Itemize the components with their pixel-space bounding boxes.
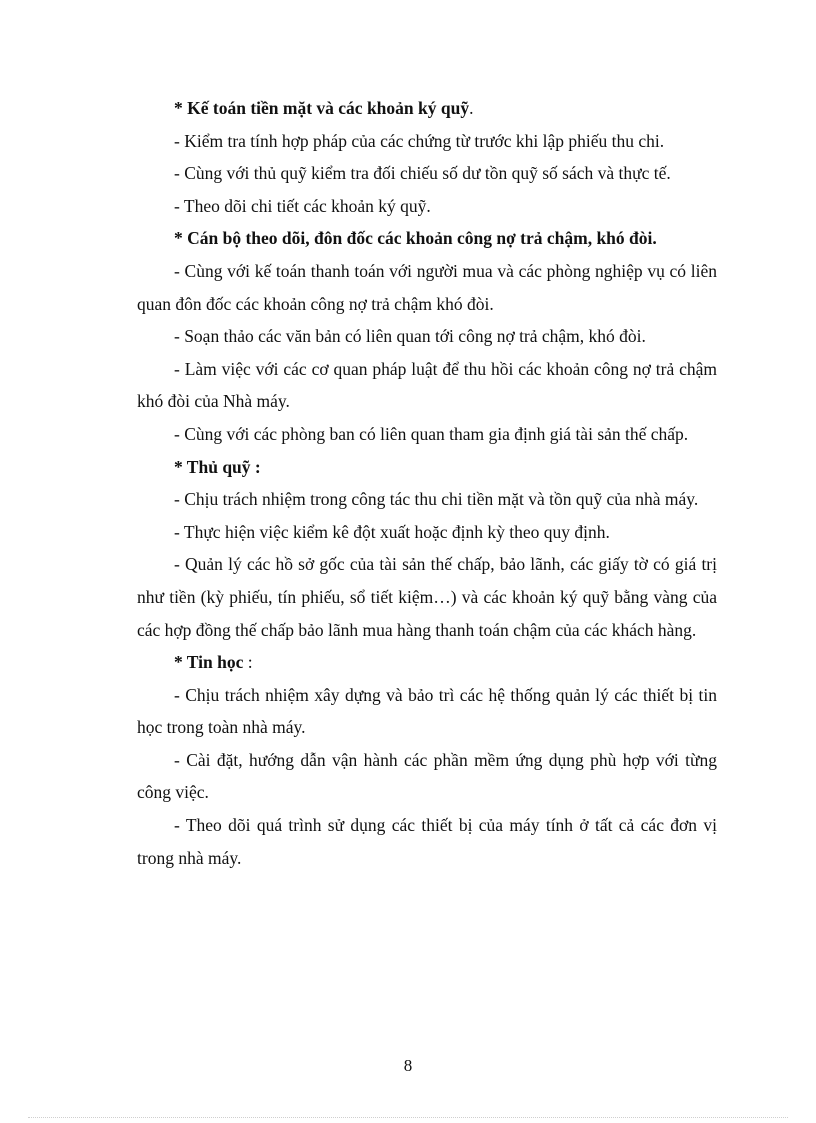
section-heading (137, 222, 717, 255)
paragraph: - Chịu trách nhiệm xây dựng và bảo trì các hệ thống quản lý các thiết bị tin học trong toàn nhà máy. (137, 684, 717, 738)
paragraph: - Chịu trách nhiệm trong công tác thu chi tiền mặt và tồn quỹ của nhà máy. (174, 489, 699, 510)
heading-text: * Thủ quỹ : (174, 456, 261, 477)
paragraph: - Theo dõi quá trình sử dụng các thiết bị của máy tính ở tất cả các đơn vị trong nhà máy. (137, 815, 717, 868)
paragraph: - Theo dõi chi tiết các khoản ký quỹ. (174, 195, 431, 216)
paragraph: - Cùng với kế toán thanh toán với người mua và các phòng nghiệp vụ có liên quan đôn đốc các khoản công nợ trả chậm khó đòi. (137, 260, 717, 314)
paragraph: - Làm việc với các cơ quan pháp luật để thu hồi các khoản công nợ trả chậm khó đòi của Nhà máy. (137, 358, 717, 412)
heading-suffix: . (469, 98, 474, 118)
paragraph: - Cùng với các phòng ban có liên quan tham gia định giá tài sản thế chấp. (174, 423, 689, 444)
heading-text: * Kế toán tiền mặt và các khoản ký quỹ (174, 98, 470, 118)
footer-divider (28, 1117, 788, 1118)
heading-suffix: : (243, 652, 253, 673)
paragraph: - Cài đặt, hướng dẫn vận hành các phần mềm ứng dụng phù hợp với từng công việc. (137, 749, 717, 803)
paragraph: - Soạn thảo các văn bản có liên quan tới công nợ trả chậm, khó đòi. (174, 326, 646, 347)
paragraph: - Thực hiện việc kiểm kê đột xuất hoặc định kỳ theo quy định. (174, 521, 610, 542)
paragraph: - Quản lý các hồ sở gốc của tài sản thế chấp, bảo lãnh, các giấy tờ có giá trị như tiền (kỳ phiếu, tín phiếu, sổ tiết kiệm…) và các khoản ký quỹ bằng vàng của các hợp đồng thế chấp bảo lãnh mua hàng thanh toán chậm của các khách hàng. (137, 554, 717, 640)
heading-text: * Tin học (174, 652, 244, 673)
heading-text: * Cán bộ theo dõi, đôn đốc các khoản công nợ trả chậm, khó đòi. (174, 228, 657, 249)
section-heading (137, 92, 717, 125)
document-body (137, 92, 717, 874)
paragraph: - Cùng với thủ quỹ kiểm tra đối chiếu số dư tồn quỹ số sách và thực tế. (174, 163, 671, 184)
section-heading (137, 451, 717, 484)
paragraph: - Kiểm tra tính hợp pháp của các chứng từ trước khi lập phiếu thu chi. (174, 130, 665, 151)
page-number: 8 (403, 1056, 413, 1075)
section-heading (137, 646, 717, 679)
